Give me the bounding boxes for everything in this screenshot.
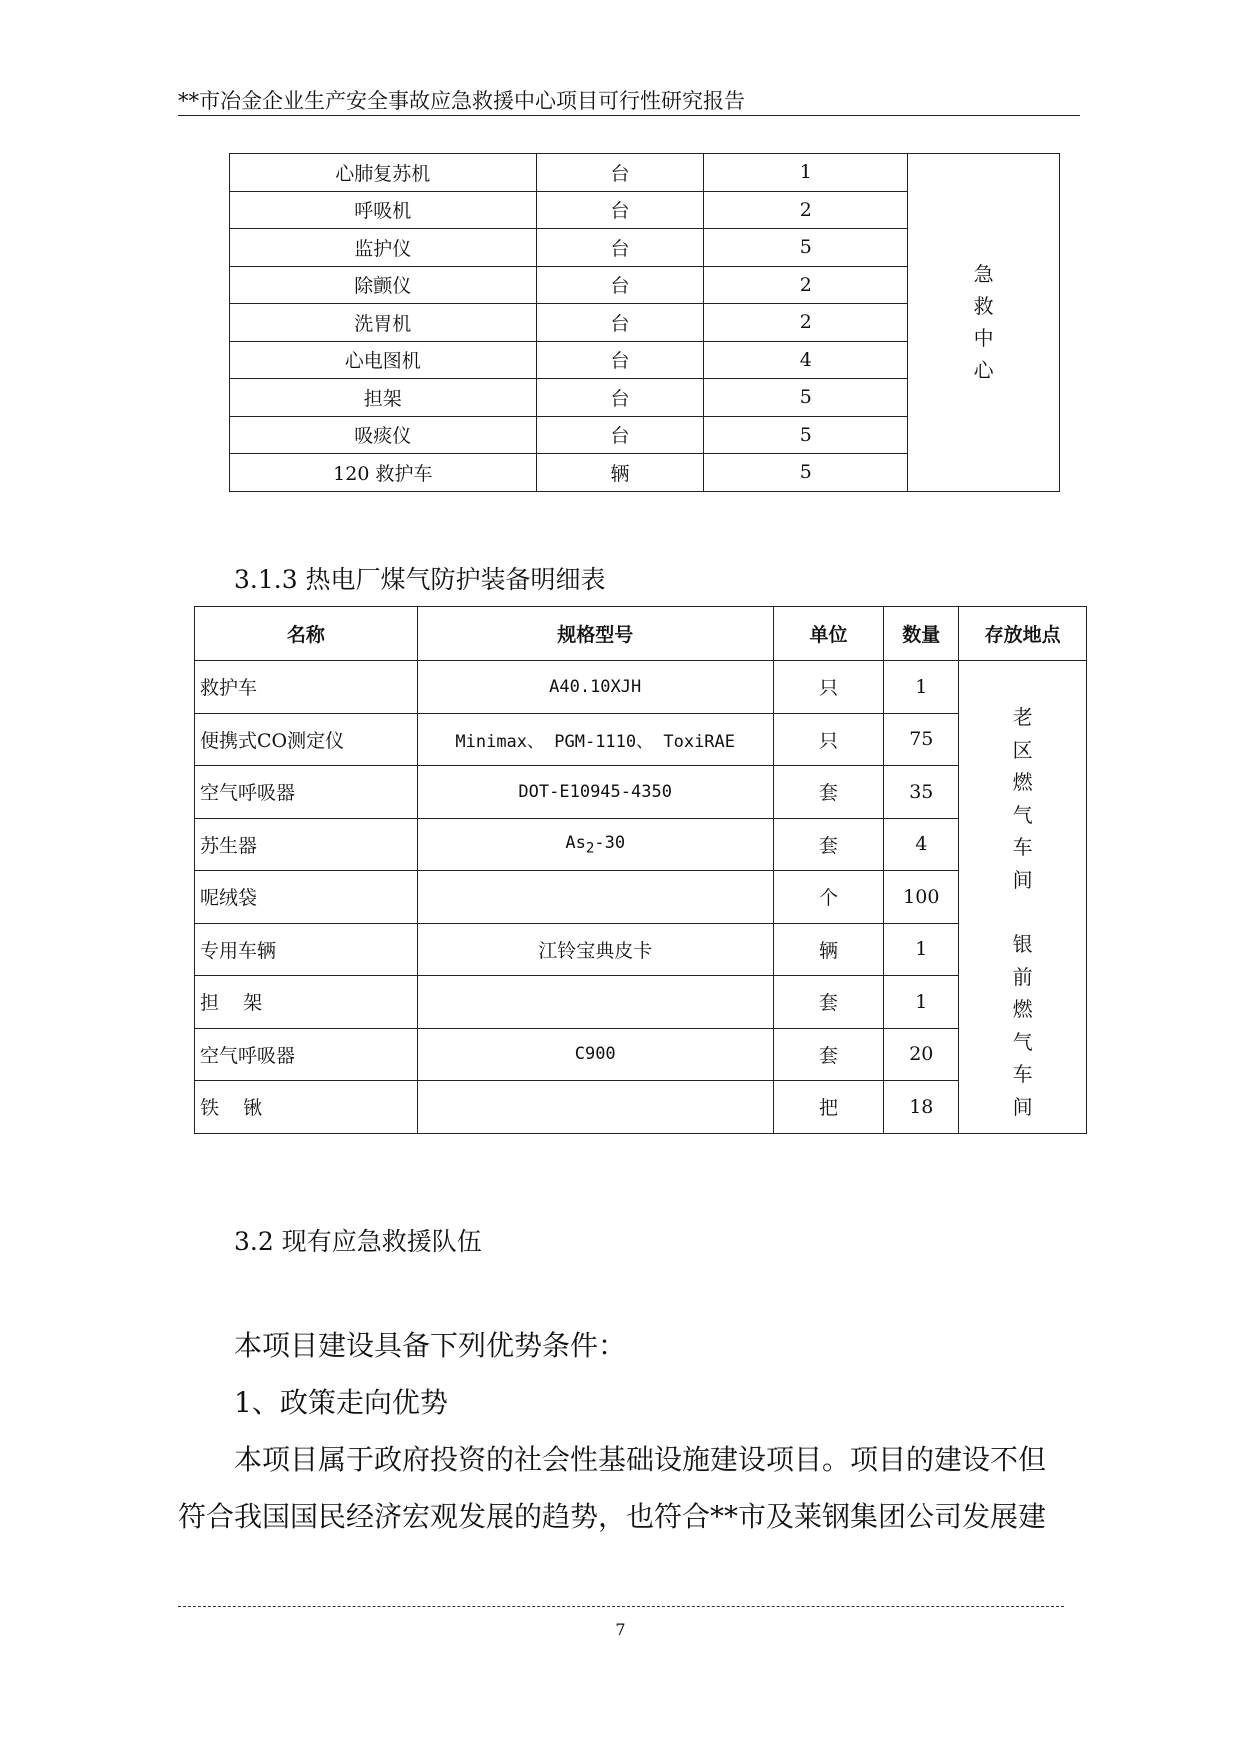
equipment-name: 120 救护车 [230, 454, 537, 492]
equipment-unit: 套 [773, 1028, 884, 1081]
equipment-qty: 4 [704, 341, 908, 379]
location-cell [959, 661, 1087, 1134]
equipment-qty: 2 [704, 266, 908, 304]
equipment-spec: C900 [417, 1028, 773, 1081]
equipment-unit: 个 [773, 871, 884, 924]
location-label-old-district: 老区燃气车间 [1012, 705, 1033, 892]
equipment-unit: 只 [773, 661, 884, 714]
emergency-equipment-table [229, 153, 1060, 492]
equipment-spec: Minimax、 PGM-1110、 ToxiRAE [417, 713, 773, 766]
table-row [195, 871, 1087, 924]
equipment-qty: 20 [884, 1028, 959, 1081]
equipment-name: 专用车辆 [195, 923, 418, 976]
table-row [195, 661, 1087, 714]
table-row [195, 1028, 1087, 1081]
equipment-name: 担架 [230, 379, 537, 417]
equipment-qty: 2 [704, 304, 908, 342]
equipment-qty: 5 [704, 229, 908, 267]
equipment-unit: 台 [536, 229, 704, 267]
spec-tail: -30 [594, 832, 626, 853]
equipment-qty: 75 [884, 713, 959, 766]
table-row [195, 766, 1087, 819]
equipment-name: 吸痰仪 [230, 416, 537, 454]
equipment-name: 呢绒袋 [195, 871, 418, 924]
page-number: 7 [615, 1620, 626, 1639]
equipment-unit: 套 [773, 818, 884, 871]
equipment-qty: 100 [884, 871, 959, 924]
table-row [195, 976, 1087, 1029]
equipment-qty: 5 [704, 416, 908, 454]
equipment-spec [417, 818, 773, 871]
equipment-spec [417, 976, 773, 1029]
equipment-name: 铁 锹 [195, 1081, 418, 1134]
equipment-unit: 台 [536, 266, 704, 304]
equipment-qty: 5 [704, 379, 908, 417]
equipment-name: 洗胃机 [230, 304, 537, 342]
equipment-qty: 4 [884, 818, 959, 871]
equipment-spec: A40.10XJH [417, 661, 773, 714]
intro-line: 本项目建设具备下列优势条件： [234, 1329, 627, 1362]
table-row [195, 818, 1087, 871]
equipment-spec: DOT-E10945-4350 [417, 766, 773, 819]
equipment-qty: 1 [704, 154, 908, 192]
equipment-name: 除颤仪 [230, 266, 537, 304]
equipment-name: 救护车 [195, 661, 418, 714]
equipment-unit: 把 [773, 1081, 884, 1134]
paragraph-line: 本项目属于政府投资的社会性基础设施建设项目。项目的建设不但 [234, 1443, 1047, 1476]
equipment-name: 苏生器 [195, 818, 418, 871]
spec-subscript: 2 [585, 839, 595, 856]
equipment-unit: 台 [536, 191, 704, 229]
equipment-unit: 辆 [773, 923, 884, 976]
table-header-row [195, 607, 1087, 661]
equipment-unit: 台 [536, 379, 704, 417]
equipment-qty: 5 [704, 454, 908, 492]
equipment-spec: 江铃宝典皮卡 [417, 923, 773, 976]
location-cell [908, 154, 1060, 492]
section-heading-3-2: 3.2 现有应急救援队伍 [234, 1227, 482, 1256]
header-spec: 规格型号 [417, 607, 773, 661]
equipment-unit: 台 [536, 341, 704, 379]
equipment-name: 心肺复苏机 [230, 154, 537, 192]
equipment-name: 呼吸机 [230, 191, 537, 229]
header-location: 存放地点 [959, 607, 1087, 661]
equipment-unit: 辆 [536, 454, 704, 492]
location-label-yinqian: 银前燃气车间 [1012, 932, 1033, 1119]
equipment-qty: 1 [884, 923, 959, 976]
table-row [195, 923, 1087, 976]
header-unit: 单位 [773, 607, 884, 661]
equipment-unit: 台 [536, 154, 704, 192]
equipment-qty: 35 [884, 766, 959, 819]
equipment-spec [417, 871, 773, 924]
equipment-name: 心电图机 [230, 341, 537, 379]
body-text [178, 1317, 1080, 1545]
table-row [195, 713, 1087, 766]
location-label: 急救中心 [973, 262, 994, 383]
equipment-qty: 1 [884, 976, 959, 1029]
table-row [230, 154, 1060, 192]
equipment-unit: 套 [773, 976, 884, 1029]
equipment-name: 担 架 [195, 976, 418, 1029]
equipment-unit: 只 [773, 713, 884, 766]
spec-main: As [565, 832, 586, 853]
equipment-qty: 18 [884, 1081, 959, 1134]
equipment-unit: 套 [773, 766, 884, 819]
footer-divider [178, 1606, 1064, 1607]
equipment-name: 空气呼吸器 [195, 766, 418, 819]
gas-protection-equipment-table [194, 606, 1087, 1134]
equipment-unit: 台 [536, 416, 704, 454]
location-spacer [959, 896, 1086, 928]
running-header: **市冶金企业生产安全事故应急救援中心项目可行性研究报告 [178, 88, 1080, 116]
equipment-unit: 台 [536, 304, 704, 342]
equipment-qty: 2 [704, 191, 908, 229]
header-name: 名称 [195, 607, 418, 661]
equipment-spec [417, 1081, 773, 1134]
header-qty: 数量 [884, 607, 959, 661]
paragraph-line: 符合我国国民经济宏观发展的趋势，也符合**市及莱钢集团公司发展建 [178, 1500, 1047, 1533]
equipment-name: 空气呼吸器 [195, 1028, 418, 1081]
equipment-qty: 1 [884, 661, 959, 714]
section-heading-3-1-3: 3.1.3 热电厂煤气防护装备明细表 [234, 565, 606, 594]
equipment-name: 监护仪 [230, 229, 537, 267]
equipment-name: 便携式CO测定仪 [195, 713, 418, 766]
list-item-policy: 1、政策走向优势 [234, 1386, 448, 1419]
table-row [195, 1081, 1087, 1134]
